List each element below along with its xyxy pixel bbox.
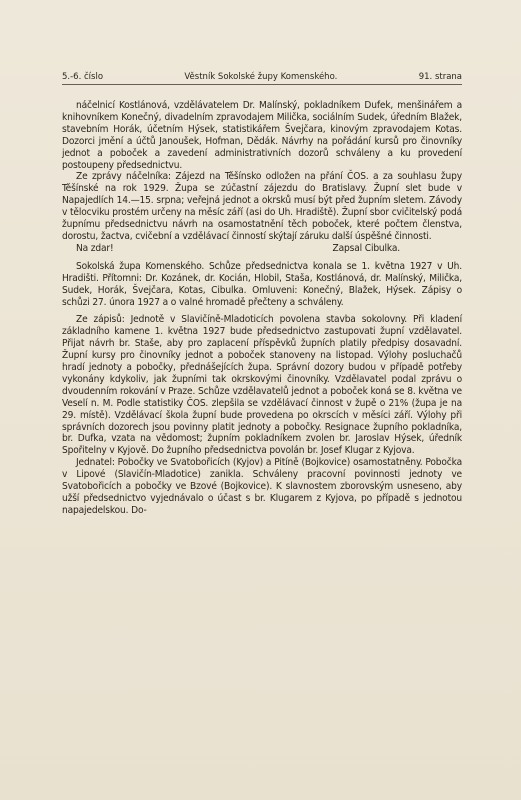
page-header xyxy=(62,72,462,85)
paragraph: náčelnicí Kostlánová, vzdělávatelem Dr. Malínský, pokladníkem Dufek, menšinářem a knihovníkem Konečný, divadelním zpravodajem Milička, sociálním Sudek, úředním Blažek, stavebním Horák, účetním Hýsek, statistikářem Švejčara, kinovým zpravodajem Kotas. Dozorci jmění a účtů Janoušek, Hofman, Dědák. Návrhy na pořádání kursů pro činovníky jednot a poboček a zavedení administrativních dozorů schváleny a ku provedení postoupeny předsednictvu. xyxy=(62,100,462,171)
signature: Zapsal Cibulka. xyxy=(332,242,400,254)
paragraph: Jednatel: Pobočky ve Svatobořicích (Kyjov) a Pitíně (Bojkovice) osamostatněny. Pobočka v Lipové (Slavičín-Mladotice) zanikla. Schváleny pracovní povinnosti jednoty ve Svatobořicích a pobočky ve Bzové (Bojkovice). K slavnostem zborovským usneseno, aby užší předsednictvo vyjednávalo o účast s br. Klugarem z Kyjova, po případě s jednotou napajedelskou. Do- xyxy=(62,457,462,516)
issue-number: 5.-6. číslo xyxy=(62,72,104,82)
body-text xyxy=(62,100,462,517)
journal-title: Věstník Sokolské župy Komenského. xyxy=(184,72,338,82)
closing-row xyxy=(62,243,462,255)
page-number: 91. strana xyxy=(418,72,462,82)
paragraph: Sokolská župa Komenského. Schůze předsednictva konala se 1. května 1927 v Uh. Hradišti. Přítomni: Dr. Kozánek, dr. Kocián, Hlobil, Staša, Kostlánová, dr. Malínský, Milička, Sudek, Horák, Švejčara, Kotas, Cibulka. Omluveni: Konečný, Blažek, Hýsek. Zápisy o schůzi 27. února 1927 a o valné hromadě přečteny a schváleny. xyxy=(62,260,462,308)
paragraph: Ze zápisů: Jednotě v Slavičíně-Mladoticích povolena stavba sokolovny. Při kladení základního kamene 1. května 1927 bude předsednictvo zastupovati župní vzdělavatel. Přijat návrh br. Staše, aby pro zaplacení příspěvků župních platily předpisy dosavadní. Župní kursy pro činovníky jednot a poboček stanoveny na listopad. Výlohy posluchačů hradí jednoty a pobočky, přednášejících župa. Správní dozory budou v případě potřeby vykonány kdykoliv, jak župními tak okrskovými činovníky. Vzdělavatel podal zprávu o dvoudenním rokování v Praze. Schůze vzdělavatelů jednot a poboček koná se 8. května ve Veselí n. M. Podle statistiky ČOS. zlepšila se vzdělávací činnost v župě o 21% (župa je na 29. místě). Vzdělávací škola župní bude provedena po okrscích v měsíci září. Výlohy při správních dozorech jsou povinny platit jednoty a pobočky. Resignace župního pokladníka, br. Dufka, vzata na vědomost; župním pokladníkem zvolen br. Jaroslav Hýsek, úředník Spořitelny v Kyjově. Do župního předsednictva povolán br. Josef Klugar z Kyjova. xyxy=(62,314,462,457)
paragraph: Ze zprávy náčelníka: Zájezd na Těšínsko odložen na přání ČOS. a za souhlasu župy Těšínské na rok 1929. Župa se zúčastní zájezdu do Bratislavy. Župní slet bude v Napajedlích 14.—15. srpna; veřejná jednot a okrsků musí být před župním sletem. Závody v tělocviku prostém určeny na měsíc září (asi do Uh. Hradiště). Župní sbor cvičitelský podá župnímu předsednictvu návrh na osamostatnění těch poboček, které počtem členstva, dorostu, žactva, cvičební a vzdělávací činností skýtají záruku další úspěšné činnosti. xyxy=(62,171,462,242)
greeting: Na zdar! xyxy=(76,242,114,254)
